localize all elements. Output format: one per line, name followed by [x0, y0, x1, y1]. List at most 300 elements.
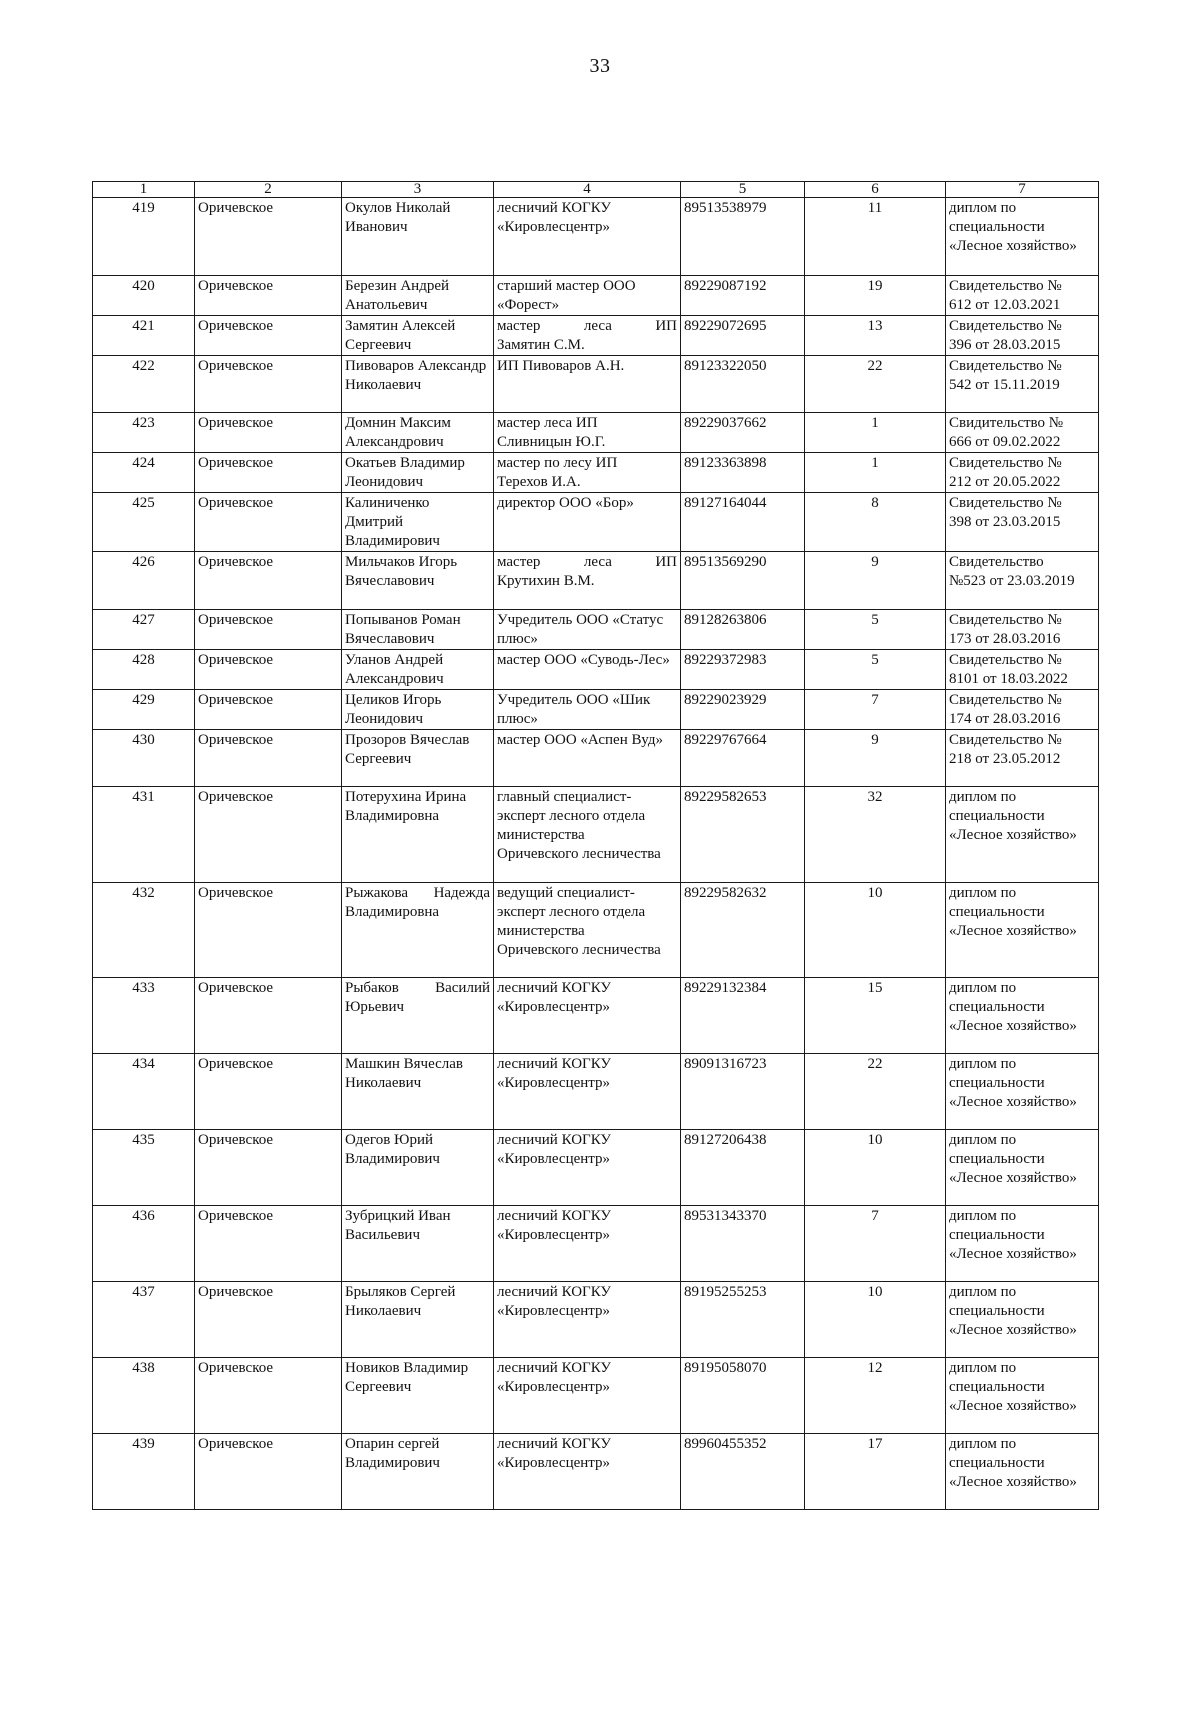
- document-cell-line: диплом по: [949, 980, 1017, 996]
- experience-years-cell: 7: [805, 690, 946, 730]
- table-row: [93, 1130, 1099, 1206]
- position-cell-line: старший мастер ООО: [497, 278, 636, 294]
- column-header: 1: [93, 182, 195, 198]
- position-cell-line: ведущий специалист-: [497, 885, 635, 901]
- position-cell: [494, 690, 681, 730]
- document-cell: [946, 1358, 1099, 1434]
- name-cell-line: Окулов Николай: [345, 200, 451, 216]
- area-cell: Оричевское: [195, 1054, 342, 1130]
- phone-cell: 89229582653: [681, 787, 805, 883]
- area-cell: Оричевское: [195, 978, 342, 1054]
- table-row: [93, 1434, 1099, 1510]
- table-row: [93, 1054, 1099, 1130]
- name-cell: [342, 453, 494, 493]
- name-cell: [342, 1206, 494, 1282]
- name-cell-line: Рыбаков Василий: [345, 980, 490, 996]
- area-cell: Оричевское: [195, 316, 342, 356]
- name-cell: [342, 730, 494, 787]
- name-cell-line: Леонидович: [345, 711, 424, 727]
- phone-cell: 89229132384: [681, 978, 805, 1054]
- name-cell: [342, 1434, 494, 1510]
- position-cell: [494, 198, 681, 276]
- table-row: [93, 730, 1099, 787]
- row-number: 422: [93, 356, 195, 413]
- document-cell: [946, 552, 1099, 610]
- name-cell: [342, 787, 494, 883]
- position-cell-line: плюс»: [497, 711, 538, 727]
- name-cell-line: Машкин Вячеслав: [345, 1056, 464, 1072]
- document-cell-line: «Лесное хозяйство»: [949, 1474, 1077, 1490]
- area-cell: Оричевское: [195, 453, 342, 493]
- experience-years-cell: 9: [805, 730, 946, 787]
- table-row: [93, 413, 1099, 453]
- position-cell: [494, 1282, 681, 1358]
- document-cell-line: диплом по: [949, 789, 1017, 805]
- phone-cell: 89531343370: [681, 1206, 805, 1282]
- document-cell-line: 398 от 23.03.2015: [949, 514, 1061, 530]
- phone-cell: 89229582632: [681, 883, 805, 978]
- document-cell: [946, 610, 1099, 650]
- position-cell-line: Учредитель ООО «Шик: [497, 692, 651, 708]
- table-row: [93, 316, 1099, 356]
- position-cell-line: «Кировлесцентр»: [497, 1075, 611, 1091]
- document-cell-line: диплом по: [949, 200, 1017, 216]
- name-cell-line: Целиков Игорь: [345, 692, 442, 708]
- name-cell-line: Зубрицкий Иван: [345, 1208, 451, 1224]
- document-cell: [946, 1206, 1099, 1282]
- name-cell-line: Николаевич: [345, 377, 422, 393]
- position-cell-line: лесничий КОГКУ: [497, 1056, 612, 1072]
- position-cell-line: «Кировлесцентр»: [497, 1455, 611, 1471]
- document-cell: [946, 690, 1099, 730]
- experience-years-cell: 32: [805, 787, 946, 883]
- name-cell: [342, 276, 494, 316]
- document-cell: [946, 316, 1099, 356]
- name-cell: [342, 1130, 494, 1206]
- document-cell-line: «Лесное хозяйство»: [949, 827, 1077, 843]
- name-cell: [342, 1282, 494, 1358]
- phone-cell: 89127164044: [681, 493, 805, 552]
- name-cell-line: Замятин Алексей: [345, 318, 456, 334]
- phone-cell: 89091316723: [681, 1054, 805, 1130]
- position-cell: [494, 1054, 681, 1130]
- position-cell-line: лесничий КОГКУ: [497, 980, 612, 996]
- document-cell-line: «Лесное хозяйство»: [949, 1398, 1077, 1414]
- experience-years-cell: 10: [805, 883, 946, 978]
- document-cell-line: «Лесное хозяйство»: [949, 238, 1077, 254]
- name-cell: [342, 690, 494, 730]
- position-cell-line: директор ООО «Бор»: [497, 495, 634, 511]
- name-cell: [342, 650, 494, 690]
- document-cell-line: диплом по: [949, 1208, 1017, 1224]
- name-cell-line: Потерухина Ирина: [345, 789, 467, 805]
- document-cell-line: диплом по: [949, 1056, 1017, 1072]
- position-cell: [494, 978, 681, 1054]
- experience-years-cell: 1: [805, 413, 946, 453]
- document-cell: [946, 1130, 1099, 1206]
- phone-cell: 89513538979: [681, 198, 805, 276]
- row-number: 426: [93, 552, 195, 610]
- column-number-row: [93, 182, 1099, 198]
- area-cell: Оричевское: [195, 1282, 342, 1358]
- name-cell: [342, 413, 494, 453]
- area-cell: Оричевское: [195, 1130, 342, 1206]
- position-cell: [494, 730, 681, 787]
- area-cell: Оричевское: [195, 690, 342, 730]
- row-number: 432: [93, 883, 195, 978]
- area-cell: Оричевское: [195, 413, 342, 453]
- document-cell-line: 666 от 09.02.2022: [949, 434, 1061, 450]
- document-cell: [946, 883, 1099, 978]
- document-cell-line: специальности: [949, 1303, 1045, 1319]
- name-cell: [342, 552, 494, 610]
- document-cell-line: Свидетельство №: [949, 455, 1062, 471]
- position-cell-line: мастер леса ИП: [497, 318, 677, 334]
- document-cell-line: 396 от 28.03.2015: [949, 337, 1061, 353]
- name-cell-line: Уланов Андрей: [345, 652, 444, 668]
- document-cell-line: «Лесное хозяйство»: [949, 1018, 1077, 1034]
- name-cell-line: Окатьев Владимир: [345, 455, 465, 471]
- phone-cell: 89195255253: [681, 1282, 805, 1358]
- document-cell-line: 173 от 28.03.2016: [949, 631, 1061, 647]
- phone-cell: 89229372983: [681, 650, 805, 690]
- row-number: 439: [93, 1434, 195, 1510]
- name-cell-line: Николаевич: [345, 1075, 422, 1091]
- name-cell-line: Сергеевич: [345, 1379, 412, 1395]
- position-cell-line: мастер ООО «Суводь-Лес»: [497, 652, 670, 668]
- document-cell-line: «Лесное хозяйство»: [949, 1170, 1077, 1186]
- document-cell-line: 212 от 20.05.2022: [949, 474, 1061, 490]
- name-cell-line: Александрович: [345, 434, 444, 450]
- name-cell-line: Березин Андрей: [345, 278, 450, 294]
- document-cell-line: специальности: [949, 1227, 1045, 1243]
- area-cell: Оричевское: [195, 356, 342, 413]
- phone-cell: 89960455352: [681, 1434, 805, 1510]
- name-cell-line: Анатольевич: [345, 297, 428, 313]
- phone-cell: 89229767664: [681, 730, 805, 787]
- name-cell-line: Владимировна: [345, 808, 440, 824]
- row-number: 423: [93, 413, 195, 453]
- position-cell-line: Оричевского лесничества: [497, 942, 661, 958]
- position-cell: [494, 610, 681, 650]
- position-cell-line: «Кировлесцентр»: [497, 1151, 611, 1167]
- document-cell-line: специальности: [949, 1075, 1045, 1091]
- name-cell: [342, 316, 494, 356]
- area-cell: Оричевское: [195, 552, 342, 610]
- name-cell-line: Владимирович: [345, 1455, 440, 1471]
- document-cell-line: Свидетельство №: [949, 318, 1062, 334]
- name-cell-line: Попыванов Роман: [345, 612, 461, 628]
- name-cell-line: Сергеевич: [345, 337, 412, 353]
- row-number: 430: [93, 730, 195, 787]
- table-row: [93, 276, 1099, 316]
- name-cell-line: Владимирович: [345, 533, 440, 549]
- position-cell-line: плюс»: [497, 631, 538, 647]
- row-number: 420: [93, 276, 195, 316]
- column-header: 7: [946, 182, 1099, 198]
- row-number: 437: [93, 1282, 195, 1358]
- document-cell: [946, 730, 1099, 787]
- name-cell-line: Брыляков Сергей: [345, 1284, 456, 1300]
- document-cell: [946, 356, 1099, 413]
- area-cell: Оричевское: [195, 1358, 342, 1434]
- document-cell: [946, 1282, 1099, 1358]
- position-cell-line: эксперт лесного отдела: [497, 904, 646, 920]
- document-cell-line: 612 от 12.03.2021: [949, 297, 1061, 313]
- name-cell-line: Калиниченко: [345, 495, 430, 511]
- position-cell: [494, 356, 681, 413]
- name-cell-line: Опарин сергей: [345, 1436, 440, 1452]
- name-cell-line: Новиков Владимир: [345, 1360, 469, 1376]
- position-cell: [494, 453, 681, 493]
- table-row: [93, 610, 1099, 650]
- position-cell-line: Терехов И.А.: [497, 474, 581, 490]
- column-header: 3: [342, 182, 494, 198]
- phone-cell: 89123322050: [681, 356, 805, 413]
- document-cell-line: специальности: [949, 1379, 1045, 1395]
- table-row: [93, 552, 1099, 610]
- table-row: [93, 978, 1099, 1054]
- row-number: 434: [93, 1054, 195, 1130]
- document-cell-line: специальности: [949, 808, 1045, 824]
- document-cell-line: 542 от 15.11.2019: [949, 377, 1060, 393]
- area-cell: Оричевское: [195, 610, 342, 650]
- table-row: [93, 1358, 1099, 1434]
- position-cell-line: Учредитель ООО «Статус: [497, 612, 664, 628]
- name-cell-line: Сергеевич: [345, 751, 412, 767]
- name-cell-line: Прозоров Вячеслав: [345, 732, 470, 748]
- name-cell: [342, 493, 494, 552]
- experience-years-cell: 15: [805, 978, 946, 1054]
- area-cell: Оричевское: [195, 276, 342, 316]
- position-cell: [494, 1358, 681, 1434]
- table-body: [93, 198, 1099, 1510]
- document-cell-line: диплом по: [949, 1284, 1017, 1300]
- document-cell: [946, 453, 1099, 493]
- experience-years-cell: 9: [805, 552, 946, 610]
- position-cell: [494, 787, 681, 883]
- document-cell-line: Свидетельство №: [949, 358, 1062, 374]
- row-number: 424: [93, 453, 195, 493]
- position-cell: [494, 413, 681, 453]
- document-cell: [946, 413, 1099, 453]
- name-cell-line: Рыжакова Надежда: [345, 885, 490, 901]
- position-cell: [494, 1206, 681, 1282]
- document-cell-line: специальности: [949, 219, 1045, 235]
- table-row: [93, 453, 1099, 493]
- phone-cell: 89229072695: [681, 316, 805, 356]
- position-cell-line: «Кировлесцентр»: [497, 1379, 611, 1395]
- position-cell-line: лесничий КОГКУ: [497, 1208, 612, 1224]
- name-cell-line: Мильчаков Игорь: [345, 554, 458, 570]
- document-cell-line: №523 от 23.03.2019: [949, 573, 1075, 589]
- table-row: [93, 690, 1099, 730]
- column-header: 6: [805, 182, 946, 198]
- name-cell-line: Вячеславович: [345, 573, 435, 589]
- name-cell-line: Дмитрий: [345, 514, 404, 530]
- document-cell-line: специальности: [949, 999, 1045, 1015]
- experience-years-cell: 5: [805, 610, 946, 650]
- phone-cell: 89128263806: [681, 610, 805, 650]
- document-cell-line: Свидетельство №: [949, 692, 1062, 708]
- name-cell: [342, 198, 494, 276]
- column-header: 2: [195, 182, 342, 198]
- position-cell-line: эксперт лесного отдела: [497, 808, 646, 824]
- row-number: 429: [93, 690, 195, 730]
- position-cell-line: ИП Пивоваров А.Н.: [497, 358, 625, 374]
- document-cell-line: Свидетельство №: [949, 652, 1062, 668]
- document-cell-line: Свидетельство: [949, 554, 1044, 570]
- document-cell-line: специальности: [949, 1151, 1045, 1167]
- phone-cell: 89513569290: [681, 552, 805, 610]
- phone-cell: 89123363898: [681, 453, 805, 493]
- row-number: 428: [93, 650, 195, 690]
- position-cell-line: мастер ООО «Аспен Вуд»: [497, 732, 663, 748]
- document-cell-line: диплом по: [949, 885, 1017, 901]
- phone-cell: 89229087192: [681, 276, 805, 316]
- table-row: [93, 883, 1099, 978]
- row-number: 425: [93, 493, 195, 552]
- position-cell-line: «Кировлесцентр»: [497, 1303, 611, 1319]
- position-cell-line: Оричевского лесничества: [497, 846, 661, 862]
- position-cell-line: мастер леса ИП: [497, 554, 677, 570]
- document-cell-line: диплом по: [949, 1132, 1017, 1148]
- experience-years-cell: 11: [805, 198, 946, 276]
- phone-cell: 89127206438: [681, 1130, 805, 1206]
- document-cell-line: диплом по: [949, 1360, 1017, 1376]
- area-cell: Оричевское: [195, 787, 342, 883]
- table-row: [93, 356, 1099, 413]
- name-cell-line: Пивоваров Александр: [345, 358, 487, 374]
- document-cell-line: 218 от 23.05.2012: [949, 751, 1061, 767]
- row-number: 436: [93, 1206, 195, 1282]
- position-cell: [494, 493, 681, 552]
- name-cell-line: Леонидович: [345, 474, 424, 490]
- area-cell: Оричевское: [195, 650, 342, 690]
- document-cell: [946, 493, 1099, 552]
- row-number: 438: [93, 1358, 195, 1434]
- name-cell-line: Владимирович: [345, 1151, 440, 1167]
- area-cell: Оричевское: [195, 1434, 342, 1510]
- document-cell: [946, 1434, 1099, 1510]
- name-cell-line: Николаевич: [345, 1303, 422, 1319]
- position-cell: [494, 1130, 681, 1206]
- position-cell: [494, 883, 681, 978]
- experience-years-cell: 17: [805, 1434, 946, 1510]
- experience-years-cell: 22: [805, 1054, 946, 1130]
- document-cell: [946, 1054, 1099, 1130]
- position-cell: [494, 316, 681, 356]
- name-cell-line: Одегов Юрий: [345, 1132, 434, 1148]
- experience-years-cell: 8: [805, 493, 946, 552]
- position-cell-line: «Кировлесцентр»: [497, 1227, 611, 1243]
- name-cell-line: Юрьевич: [345, 999, 405, 1015]
- experience-years-cell: 12: [805, 1358, 946, 1434]
- experience-years-cell: 5: [805, 650, 946, 690]
- position-cell-line: Крутихин В.М.: [497, 573, 595, 589]
- position-cell-line: лесничий КОГКУ: [497, 200, 612, 216]
- position-cell-line: министерства: [497, 923, 585, 939]
- document-cell-line: Свидетельство №: [949, 278, 1062, 294]
- position-cell-line: главный специалист-: [497, 789, 632, 805]
- position-cell-line: лесничий КОГКУ: [497, 1436, 612, 1452]
- position-cell-line: мастер по лесу ИП: [497, 455, 618, 471]
- document-cell-line: «Лесное хозяйство»: [949, 923, 1077, 939]
- position-cell: [494, 650, 681, 690]
- row-number: 419: [93, 198, 195, 276]
- experience-years-cell: 10: [805, 1282, 946, 1358]
- experience-years-cell: 13: [805, 316, 946, 356]
- position-cell-line: «Форест»: [497, 297, 560, 313]
- position-cell-line: «Кировлесцентр»: [497, 999, 611, 1015]
- name-cell: [342, 978, 494, 1054]
- position-cell-line: министерства: [497, 827, 585, 843]
- column-header: 4: [494, 182, 681, 198]
- position-cell: [494, 1434, 681, 1510]
- document-cell-line: 174 от 28.03.2016: [949, 711, 1061, 727]
- name-cell-line: Владимировна: [345, 904, 440, 920]
- document-cell-line: «Лесное хозяйство»: [949, 1322, 1077, 1338]
- registry-table: [92, 181, 1099, 1510]
- document-cell-line: Свидетельство №: [949, 495, 1062, 511]
- table-row: [93, 1206, 1099, 1282]
- column-header: 5: [681, 182, 805, 198]
- experience-years-cell: 10: [805, 1130, 946, 1206]
- area-cell: Оричевское: [195, 493, 342, 552]
- area-cell: Оричевское: [195, 198, 342, 276]
- document-cell: [946, 787, 1099, 883]
- phone-cell: 89195058070: [681, 1358, 805, 1434]
- document-cell: [946, 650, 1099, 690]
- name-cell-line: Домнин Максим: [345, 415, 451, 431]
- experience-years-cell: 7: [805, 1206, 946, 1282]
- area-cell: Оричевское: [195, 730, 342, 787]
- row-number: 427: [93, 610, 195, 650]
- position-cell-line: лесничий КОГКУ: [497, 1360, 612, 1376]
- document-cell-line: «Лесное хозяйство»: [949, 1094, 1077, 1110]
- table-row: [93, 493, 1099, 552]
- name-cell: [342, 610, 494, 650]
- name-cell: [342, 1358, 494, 1434]
- page-number: 33: [589, 55, 611, 77]
- phone-cell: 89229023929: [681, 690, 805, 730]
- table-row: [93, 787, 1099, 883]
- phone-cell: 89229037662: [681, 413, 805, 453]
- document-cell-line: Свидетельство №: [949, 732, 1062, 748]
- table-row: [93, 1282, 1099, 1358]
- experience-years-cell: 19: [805, 276, 946, 316]
- area-cell: Оричевское: [195, 1206, 342, 1282]
- table-row: [93, 198, 1099, 276]
- name-cell: [342, 883, 494, 978]
- document-cell: [946, 198, 1099, 276]
- row-number: 431: [93, 787, 195, 883]
- document-cell: [946, 276, 1099, 316]
- position-cell-line: лесничий КОГКУ: [497, 1132, 612, 1148]
- document-cell-line: специальности: [949, 1455, 1045, 1471]
- table-row: [93, 650, 1099, 690]
- position-cell: [494, 552, 681, 610]
- name-cell: [342, 1054, 494, 1130]
- row-number: 421: [93, 316, 195, 356]
- document-cell-line: Свидетельство №: [949, 612, 1062, 628]
- document-cell-line: Свидительство №: [949, 415, 1064, 431]
- position-cell-line: Сливницын Ю.Г.: [497, 434, 606, 450]
- experience-years-cell: 22: [805, 356, 946, 413]
- document-cell-line: 8101 от 18.03.2022: [949, 671, 1068, 687]
- position-cell-line: «Кировлесцентр»: [497, 219, 611, 235]
- name-cell: [342, 356, 494, 413]
